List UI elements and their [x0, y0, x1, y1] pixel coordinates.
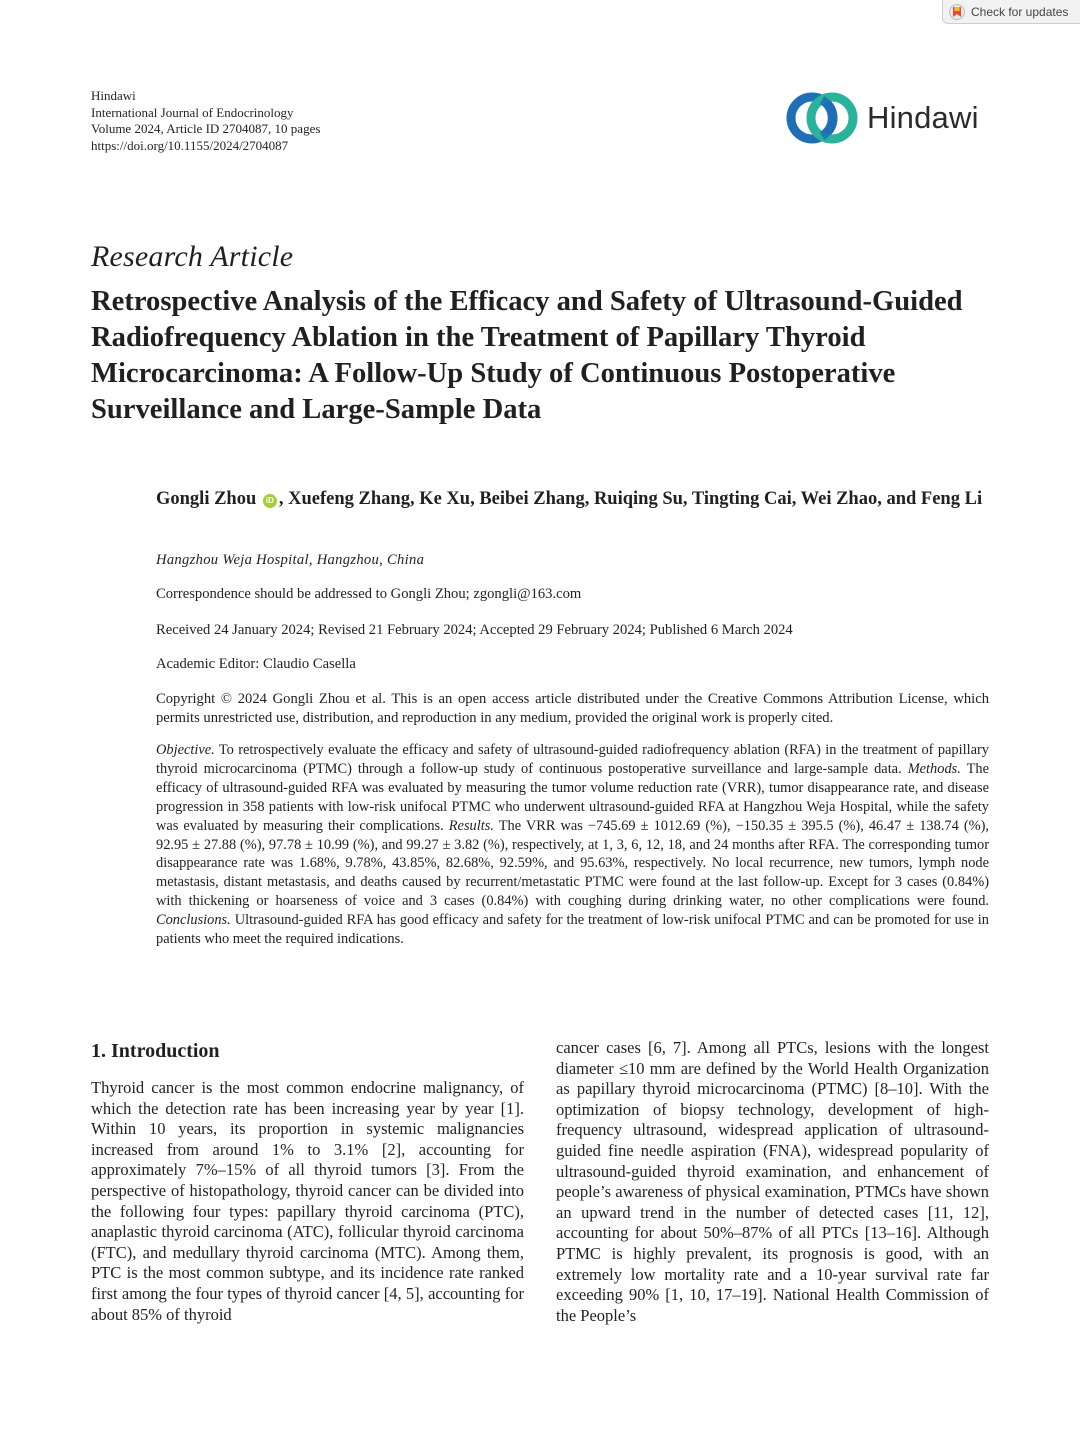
affiliation: Hangzhou Weja Hospital, Hangzhou, China	[156, 552, 425, 568]
correspondence: Correspondence should be addressed to Gongli Zhou; zgongli@163.com	[156, 586, 582, 602]
check-for-updates-label: Check for updates	[971, 4, 1069, 19]
academic-editor: Academic Editor: Claudio Casella	[156, 656, 356, 672]
abstract-objective: To retrospectively evaluate the efficacy and safety of ultrasound-guided radiofrequency ablation (RFA) in the treatment of papillary thyroid microcarcinoma (PTMC) through a follow-up study of continuous postoperative surveillance and large-sample data.	[156, 742, 989, 777]
abstract	[156, 741, 989, 949]
volume-line: Volume 2024, Article ID 2704087, 10 pages	[91, 121, 321, 136]
hindawi-logo	[785, 90, 995, 146]
abstract-methods-label: Methods.	[907, 760, 961, 777]
first-author[interactable]: Gongli Zhou	[156, 489, 257, 509]
orcid-icon[interactable]: iD	[263, 494, 277, 508]
journal-meta	[91, 88, 320, 154]
abstract-results-label: Results.	[448, 817, 494, 834]
other-authors: , Xuefeng Zhang, Ke Xu, Beibei Zhang, Ruiqing Su, Tingting Cai, Wei Zhao, and Feng Li	[278, 489, 983, 509]
crossmark-icon	[949, 4, 965, 20]
body-column-left: Thyroid cancer is the most common endocrine malignancy, of which the detection rate has been increasing year by year [1]. Within 10 years, its proportion in systemic malignancies increased from around 1% to 3.1% [2], accounting for approximately 7%–15% of all thyroid tumors [3]. From the perspective of histopathology, thyroid cancer can be divided into the following four types: papillary thyroid carcinoma (PTC), anaplastic thyroid carcinoma (ATC), follicular thyroid carcinoma (FTC), and medullary thyroid carcinoma (MTC). Among them, PTC is the most common subtype, and its incidence rate ranked first among the four types of thyroid cancer [4, 5], accounting for about 85% of thyroid	[91, 1078, 524, 1324]
abstract-conclusions: Ultrasound-guided RFA has good efficacy and safety for the treatment of low-risk unifocal PTMC and can be promoted for use in patients who meet the required indications.	[156, 912, 989, 948]
publication-dates: Received 24 January 2024; Revised 21 February 2024; Accepted 29 February 2024; Published 6 March 2024	[156, 622, 793, 638]
abstract-results: The VRR was −745.69 ± 1012.69 (%), −150.35 ± 395.5 (%), 46.47 ± 138.74 (%), 92.95 ± 27.88 (%), 97.78 ± 10.99 (%), and 99.27 ± 3.82 (%), respectively, at 1, 3, 6, 12, 18, and 24 months after RFA. The corresponding tumor disappearance rate was 1.68%, 9.78%, 43.85%, 82.68%, 92.59%, and 95.63%, respectively. No local recurrence, new tumors, lymph node metastasis, distant metastasis, and deaths caused by recurrent/metastatic PTMC were found at the last follow-up. Except for 3 cases (0.84%) with thickening or hoarseness of voice and 3 cases (0.84%) with coughing during drinking water, no other complications were found.	[156, 817, 989, 910]
article-type: Research Article	[91, 240, 294, 273]
journal-name: International Journal of Endocrinology	[91, 104, 294, 120]
abstract-objective-label: Objective.	[156, 742, 215, 758]
author-list	[156, 486, 989, 512]
abstract-conclusions-label: Conclusions.	[156, 912, 231, 929]
body-column-right: cancer cases [6, 7]. Among all PTCs, lesions with the longest diameter ≤10 mm are defined by the World Health Organization as papillary thyroid microcarcinoma (PTMC) [8–10]. With the optimization of biopsy technology, development of high-frequency ultrasound, widespread application of ultrasound-guided fine needle aspiration (FNA), widespread popularity of ultrasound-guided thyroid examination, and enhancement of people’s awareness of physical examination, PTMCs have shown an upward trend in the number of detected cases [11, 12], accounting for about 50%–87% of all PTCs [13–16]. Although PTMC is highly prevalent, its prognosis is good, with an extremely low mortality rate and a 10-year survival rate far exceeding 90% [1, 10, 17–19]. National Health Commission of the People’s	[556, 1038, 989, 1325]
copyright-notice: Copyright © 2024 Gongli Zhou et al. This is an open access article distributed under the Creative Commons Attribution License, which permits unrestricted use, distribution, and reproduction in any medium, provided the original work is properly cited.	[156, 691, 989, 726]
hindawi-logo-icon	[785, 90, 859, 146]
check-for-updates-button[interactable]	[942, 0, 1080, 24]
doi-link[interactable]: https://doi.org/10.1155/2024/2704087	[91, 137, 289, 153]
article-title: Retrospective Analysis of the Efficacy and Safety of Ultrasound-Guided Radiofrequency Ablation in the Treatment of Papillary Thyroid Microcarcinoma: A Follow-Up Study of Continuous Postoperative Surveillance and Large-Sample Data	[91, 286, 963, 425]
abstract-methods: The efficacy of ultrasound-guided RFA was evaluated by measuring the tumor volume reduction rate (VRR), tumor disappearance rate, and disease progression in 358 patients with low-risk unifocal PTMC who underwent ultrasound-guided RFA at Hangzhou Weja Hospital, while the safety was evaluated by measuring their complications.	[156, 760, 989, 834]
section-heading-introduction: 1. Introduction	[91, 1040, 220, 1062]
hindawi-logo-text: Hindawi	[867, 100, 979, 135]
publisher-name: Hindawi	[91, 88, 136, 103]
